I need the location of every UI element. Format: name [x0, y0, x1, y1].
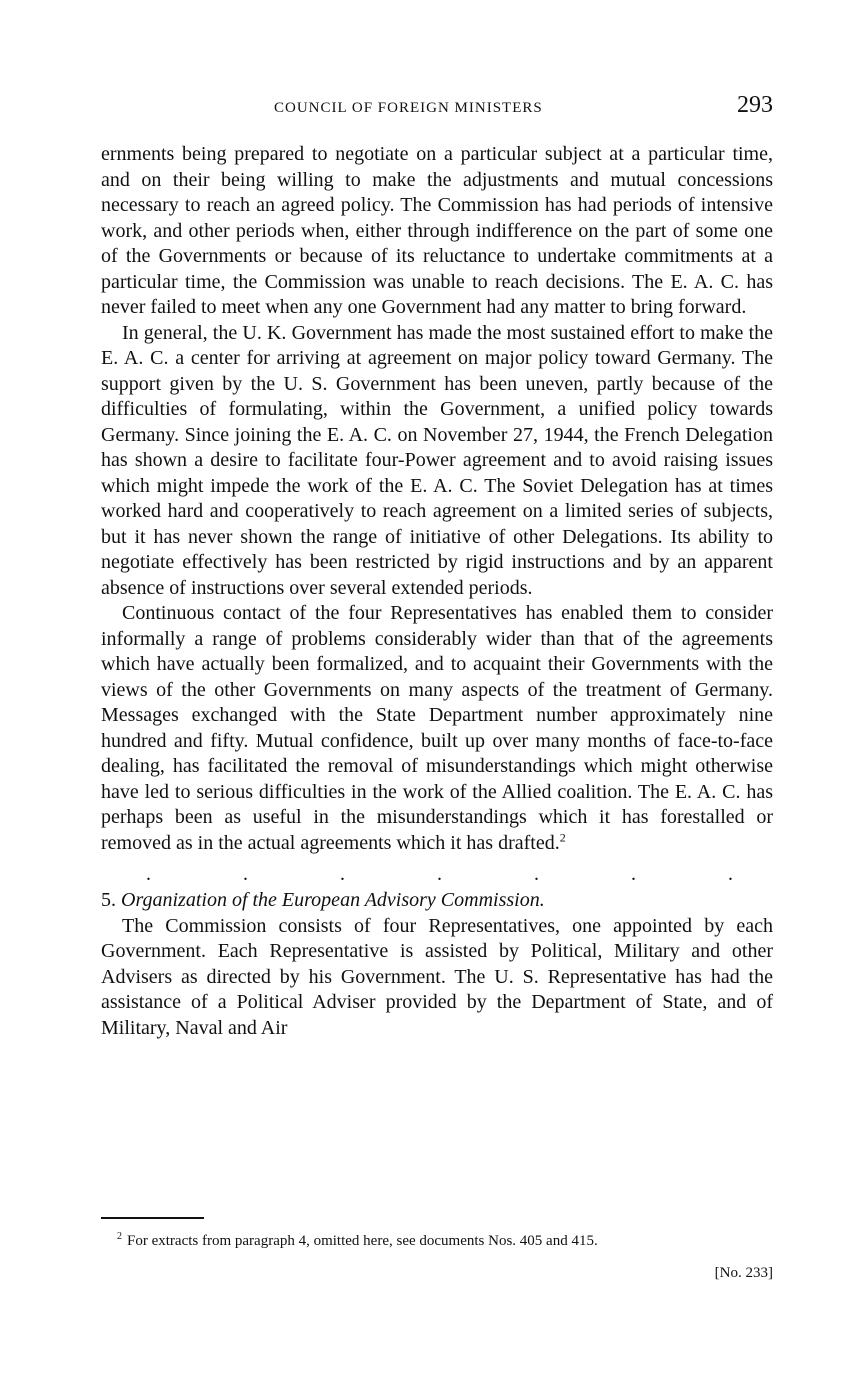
- page-header: [101, 92, 773, 124]
- ellipsis-dot: .: [146, 863, 151, 885]
- running-head: COUNCIL OF FOREIGN MINISTERS: [274, 100, 543, 116]
- ellipsis-dot: .: [437, 863, 442, 885]
- paragraph-2: In general, the U. K. Government has made the most sustained effort to make the E. A. C. a center for arriving at agreement on major policy toward Germany. The support given by the U. S. Government has been uneven, partly because of the difficulties of formulating, within the Government, a unified policy towards Germany. Since joining the E. A. C. on November 27, 1944, the French Delegation has shown a desire to facilitate four-Power agreement and to avoid raising issues which might impede the work of the E. A. C. The Soviet Delegation has at times worked hard and cooperatively to reach agreement on a limited series of subjects, but it has never shown the range of initiative of other Delegations. Its ability to negotiate effectively has been restricted by rigid instructions and by an apparent absence of instructions over several extended periods.: [101, 321, 773, 599]
- footnote-divider: [101, 1217, 204, 1219]
- footnote-text: For extracts from paragraph 4, omitted here, see documents Nos. 405 and 415.: [127, 1233, 598, 1249]
- footnote: [117, 1231, 773, 1251]
- section-heading: [101, 888, 773, 914]
- document-number: [No. 233]: [714, 1265, 773, 1281]
- ellipsis-dot: .: [340, 863, 345, 885]
- ellipsis-dot: .: [534, 863, 539, 885]
- ellipsis-dot: .: [631, 863, 636, 885]
- footnote-reference[interactable]: 2: [559, 829, 566, 844]
- footnote-mark: 2: [117, 1231, 122, 1242]
- section-title: Organization of the European Advisory Commission.: [121, 889, 545, 911]
- paragraph-1: ernments being prepared to negotiate on a particular subject at a particular time, and on their being willing to make the adjustments and mutual concessions necessary to reach an agreed policy. The Commission has had periods of intensive work, and other periods when, either through indifference on the part of some one of the Governments or because of its reluctance to undertake commitments at a particular time, the Commission was unable to reach decisions. The E. A. C. has never failed to meet when any one Government had any matter to bring forward.: [101, 143, 773, 318]
- section-number: 5.: [101, 889, 116, 911]
- page-number: 293: [737, 92, 773, 118]
- ellipsis-dot: .: [728, 863, 733, 885]
- ellipsis-dot: .: [243, 863, 248, 885]
- section-paragraph: The Commission consists of four Representatives, one appointed by each Government. Each Representative is assisted by Political, Military and other Advisers as directed by his Government. The U. S. Representative has had the assistance of a Political Adviser provided by the Department of State, and of Military, Naval and Air: [101, 914, 773, 1039]
- ellipsis-dots: [101, 860, 773, 888]
- body-text: [101, 142, 773, 1041]
- paragraph-3-text: Continuous contact of the four Representatives has enabled them to consider informally a range of problems considerably wider than that of the agreements which have actually been formalized, and to acquaint their Governments with the views of the other Governments on many aspects of the treatment of Germany. Messages exchanged with the State Department number approximately nine hundred and fifty. Mutual confidence, built up over many months of face-to-face dealing, has facilitated the removal of misunderstandings which might otherwise have led to serious difficulties in the work of the Allied coalition. The E. A. C. has perhaps been as useful in the misunderstandings which it has forestalled or removed as in the actual agreements which it has drafted.: [101, 602, 773, 854]
- paragraph-3: [101, 601, 773, 856]
